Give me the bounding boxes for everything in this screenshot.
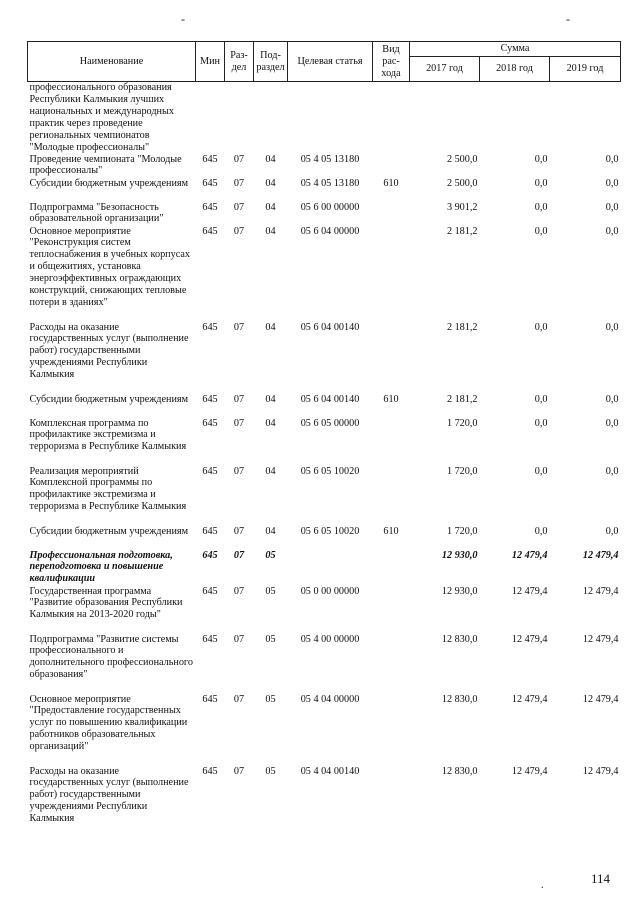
cell-2017: 12 830,0 — [441, 693, 478, 705]
table-row — [28, 202, 621, 226]
cell-statya — [288, 82, 373, 154]
cell-2018: 0,0 — [534, 153, 548, 165]
cell-vid — [373, 418, 410, 466]
cell-2018: 0,0 — [534, 321, 548, 333]
table-row — [28, 154, 621, 178]
cell-2019: 0,0 — [605, 201, 619, 213]
cell-2018: 0,0 — [534, 393, 548, 405]
cell-2017: 2 500,0 — [446, 177, 478, 189]
cell-podrazdel: 04 — [265, 153, 276, 165]
header-vid: Вид рас-хода — [373, 42, 410, 82]
table-row — [28, 394, 621, 418]
cell-podrazdel — [254, 82, 288, 154]
cell-2017: 1 720,0 — [446, 465, 478, 477]
cell-vid — [373, 154, 410, 178]
cell-2018: 12 479,4 — [511, 765, 548, 777]
cell-name: Подпрограмма "Безопасность образовательной организации" — [29, 201, 164, 225]
cell-razdel: 07 — [233, 693, 245, 705]
cell-2018: 0,0 — [534, 417, 548, 429]
cell-vid: 610 — [383, 525, 399, 537]
cell-razdel: 07 — [233, 633, 245, 645]
cell-vid — [373, 82, 410, 154]
cell-statya: 05 6 05 10020 — [300, 465, 360, 477]
cell-2018 — [480, 82, 550, 154]
cell-razdel: 07 — [233, 549, 245, 561]
table-row — [28, 586, 621, 634]
cell-min: 645 — [202, 549, 218, 561]
cell-razdel: 07 — [233, 393, 245, 405]
table-body — [28, 82, 621, 838]
cell-statya: 05 4 00 00000 — [300, 633, 360, 645]
cell-razdel: 07 — [233, 321, 245, 333]
cell-min: 645 — [202, 525, 218, 537]
cell-razdel: 07 — [233, 153, 245, 165]
table-row — [28, 526, 621, 550]
cell-min: 645 — [202, 585, 218, 597]
cell-statya: 05 4 04 00000 — [300, 693, 360, 705]
cell-vid: 610 — [383, 177, 399, 189]
header-row — [28, 42, 621, 57]
page-number: 114 — [590, 871, 610, 886]
cell-statya: 05 6 05 10020 — [300, 525, 360, 537]
cell-podrazdel: 05 — [265, 693, 276, 705]
cell-vid: 610 — [383, 393, 399, 405]
cell-vid — [373, 550, 410, 586]
cell-statya: 05 4 04 00140 — [300, 765, 360, 777]
cell-min: 645 — [202, 633, 218, 645]
cell-podrazdel: 04 — [265, 465, 276, 477]
cell-name: Государственная программа "Развитие образования Республики Калмыкия на 2013-2020 годы" — [29, 585, 183, 621]
cell-2019: 12 479,4 — [582, 585, 619, 597]
cell-name: Основное мероприятие "Предоставление государственных услуг по повышению квалификации работников образовательных организаций" — [29, 693, 188, 753]
bottom-mark: . — [541, 880, 544, 891]
table-row — [28, 634, 621, 694]
cell-2018: 0,0 — [534, 201, 548, 213]
cell-2019: 12 479,4 — [582, 693, 619, 705]
cell-podrazdel: 05 — [265, 765, 276, 777]
cell-statya: 05 6 04 00140 — [300, 393, 360, 405]
cell-podrazdel: 04 — [265, 225, 276, 237]
cell-statya: 05 0 00 00000 — [300, 585, 360, 597]
cell-2017: 2 181,2 — [446, 393, 478, 405]
table-row — [28, 550, 621, 586]
cell-razdel: 07 — [233, 201, 245, 213]
cell-podrazdel: 04 — [265, 321, 276, 333]
top-mark-left: - — [181, 12, 185, 26]
cell-2019: 0,0 — [605, 417, 619, 429]
cell-2019: 0,0 — [605, 177, 619, 189]
cell-2018: 12 479,4 — [511, 633, 548, 645]
cell-podrazdel: 04 — [265, 417, 276, 429]
cell-2017: 2 181,2 — [446, 321, 478, 333]
cell-statya: 05 6 04 00000 — [300, 225, 360, 237]
top-mark-right: - — [566, 12, 570, 26]
table-row — [28, 82, 621, 154]
table-row — [28, 694, 621, 766]
cell-2017: 2 181,2 — [446, 225, 478, 237]
table-row — [28, 466, 621, 526]
cell-2019: 0,0 — [605, 393, 619, 405]
header-name: Наименование — [28, 42, 196, 82]
cell-2018: 0,0 — [534, 465, 548, 477]
cell-vid — [373, 202, 410, 226]
cell-2019: 0,0 — [605, 465, 619, 477]
cell-razdel: 07 — [233, 465, 245, 477]
cell-vid — [373, 322, 410, 394]
cell-podrazdel: 05 — [265, 633, 276, 645]
header-2017: 2017 год — [410, 57, 480, 82]
cell-2019: 0,0 — [605, 525, 619, 537]
header-2018: 2018 год — [480, 57, 550, 82]
cell-name: Комплексная программа по профилактике экстремизма и терроризма в Республике Калмыкия — [29, 417, 187, 453]
cell-2017: 2 500,0 — [446, 153, 478, 165]
cell-vid — [373, 694, 410, 766]
table-row — [28, 178, 621, 202]
budget-table — [27, 41, 621, 838]
cell-name: профессионального образования Республики Калмыкия лучших национальных и международных практик через проведение региональных чемпионатов "Молодые профессионалы" — [29, 82, 174, 153]
cell-podrazdel: 04 — [265, 393, 276, 405]
cell-name: Профессиональная подготовка, переподготовка и повышение квалификации — [29, 549, 173, 585]
cell-vid — [373, 634, 410, 694]
cell-razdel: 07 — [233, 765, 245, 777]
table-row — [28, 322, 621, 394]
cell-podrazdel: 05 — [265, 549, 276, 561]
cell-min: 645 — [202, 417, 218, 429]
cell-vid — [373, 586, 410, 634]
header-razdel: Раз-дел — [225, 42, 254, 82]
cell-name: Расходы на оказание государственных услуг (выполнение работ) государственными учреждениями Республики Калмыкия — [29, 321, 189, 381]
cell-2017: 1 720,0 — [446, 525, 478, 537]
cell-statya: 05 4 05 13180 — [300, 153, 360, 165]
cell-name: Расходы на оказание государственных услуг (выполнение работ) государственными учреждениями Республики Калмыкия — [29, 765, 189, 825]
cell-vid — [373, 226, 410, 322]
cell-min: 645 — [202, 153, 218, 165]
cell-2017: 12 830,0 — [441, 765, 478, 777]
cell-name: Подпрограмма "Развитие системы профессионального и дополнительного профессионального образования" — [29, 633, 193, 681]
cell-2018: 0,0 — [534, 177, 548, 189]
cell-razdel: 07 — [233, 417, 245, 429]
cell-name: Субсидии бюджетным учреждениям — [29, 525, 189, 537]
table-row — [28, 766, 621, 838]
cell-2018: 12 479,4 — [511, 549, 548, 561]
cell-2019: 12 479,4 — [582, 549, 619, 561]
cell-razdel: 07 — [233, 585, 245, 597]
cell-min: 645 — [202, 465, 218, 477]
cell-min: 645 — [202, 225, 218, 237]
cell-podrazdel: 04 — [265, 525, 276, 537]
cell-name: Реализация мероприятий Комплексной программы по профилактике экстремизма и терроризма в Республике Калмыкия — [29, 465, 187, 513]
cell-podrazdel: 04 — [265, 201, 276, 213]
cell-vid — [373, 466, 410, 526]
header-min: Мин — [196, 42, 225, 82]
cell-name: Субсидии бюджетным учреждениям — [29, 177, 189, 189]
cell-2017: 3 901,2 — [446, 201, 478, 213]
cell-min: 645 — [202, 693, 218, 705]
cell-razdel: 07 — [233, 525, 245, 537]
cell-2017: 1 720,0 — [446, 417, 478, 429]
cell-2019: 0,0 — [605, 153, 619, 165]
cell-name: Проведение чемпионата "Молодые профессионалы" — [29, 153, 182, 177]
cell-2019: 12 479,4 — [582, 765, 619, 777]
header-statya: Целевая статья — [288, 42, 373, 82]
cell-min: 645 — [202, 765, 218, 777]
cell-statya: 05 6 05 00000 — [300, 417, 360, 429]
cell-2018: 12 479,4 — [511, 585, 548, 597]
cell-2017: 12 930,0 — [441, 585, 478, 597]
header-2019: 2019 год — [550, 57, 621, 82]
table-row — [28, 418, 621, 466]
cell-min: 645 — [202, 177, 218, 189]
cell-2019 — [550, 82, 621, 154]
cell-2017 — [410, 82, 480, 154]
cell-min — [196, 82, 225, 154]
header-summa: Сумма — [410, 42, 621, 57]
cell-name: Субсидии бюджетным учреждениям — [29, 393, 189, 405]
header-podrazdel: Под-раздел — [254, 42, 288, 82]
cell-statya — [288, 550, 373, 586]
cell-vid — [373, 766, 410, 838]
cell-razdel: 07 — [233, 225, 245, 237]
cell-min: 645 — [202, 201, 218, 213]
cell-razdel — [225, 82, 254, 154]
cell-2019: 12 479,4 — [582, 633, 619, 645]
cell-podrazdel: 05 — [265, 585, 276, 597]
cell-2019: 0,0 — [605, 225, 619, 237]
cell-name: Основное мероприятие "Реконструкция систем теплоснабжения в учебных корпусах и общежитиях, установка энергоэффективных ограждающих конструкций, снижающих тепловые потери в зданиях" — [29, 225, 190, 308]
cell-2019: 0,0 — [605, 321, 619, 333]
cell-min: 645 — [202, 393, 218, 405]
cell-2018: 12 479,4 — [511, 693, 548, 705]
cell-razdel: 07 — [233, 177, 245, 189]
cell-statya: 05 6 04 00140 — [300, 321, 360, 333]
table-row — [28, 226, 621, 322]
cell-2017: 12 930,0 — [441, 549, 478, 561]
cell-min: 645 — [202, 321, 218, 333]
cell-2018: 0,0 — [534, 525, 548, 537]
cell-statya: 05 4 05 13180 — [300, 177, 360, 189]
cell-2017: 12 830,0 — [441, 633, 478, 645]
cell-podrazdel: 04 — [265, 177, 276, 189]
cell-statya: 05 6 00 00000 — [300, 201, 360, 213]
cell-2018: 0,0 — [534, 225, 548, 237]
